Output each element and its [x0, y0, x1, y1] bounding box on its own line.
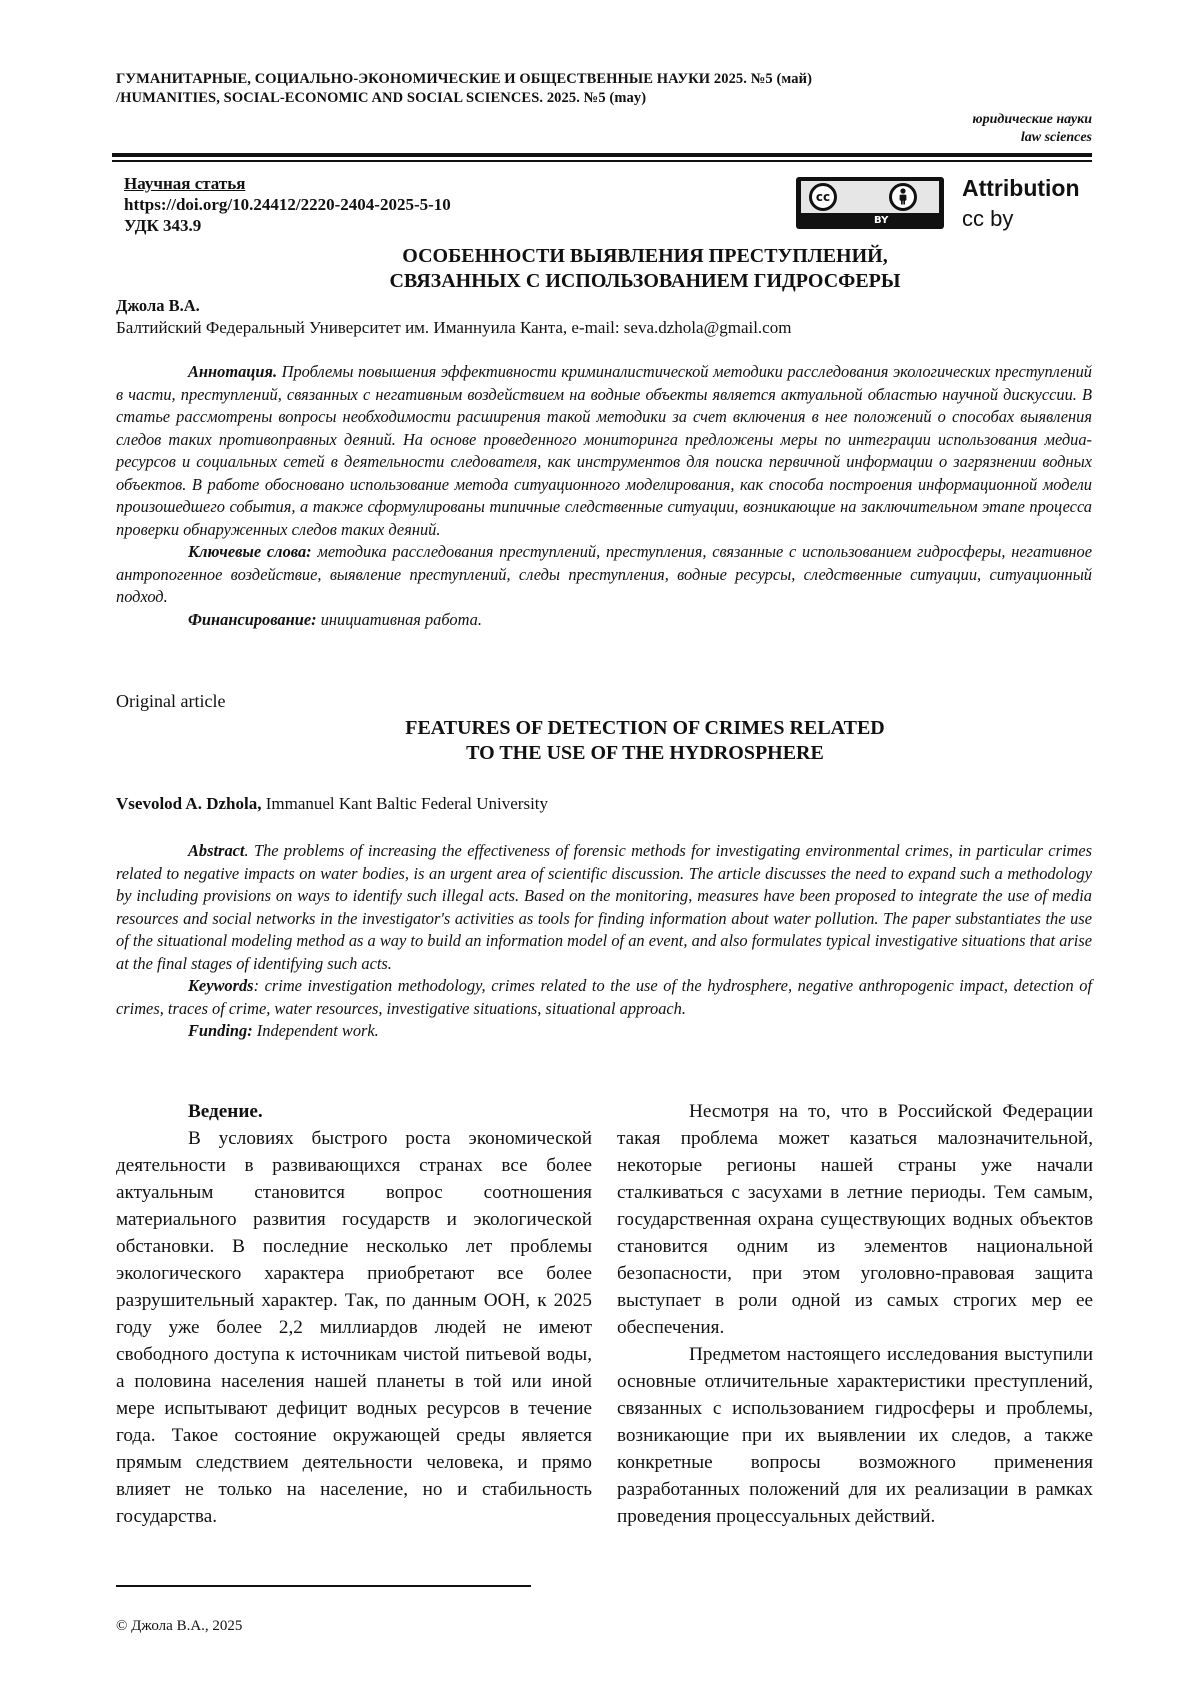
title-ru-line2: СВЯЗАННЫХ С ИСПОЛЬЗОВАНИЕМ ГИДРОСФЕРЫ: [389, 270, 901, 292]
license-attribution: Attribution: [962, 175, 1080, 201]
funding-ru-label: Финансирование:: [188, 609, 317, 629]
copyright-notice: © Джола В.А., 2025: [116, 1618, 243, 1634]
funding-en-label: Funding:: [188, 1021, 253, 1040]
abstract-en-label: Abstract: [188, 841, 245, 860]
section-heading: Ведение.: [188, 1101, 263, 1122]
abstract-ru-text: Проблемы повышения эффективности криминалистической методики расследования экологических преступлений в части, преступлений, связанных с негативным воздействием на водные объекты является актуальной областью научной дискуссии. В статье рассмотрены вопросы необходимости расширения такой методики за счет включения в нее положений о способах выявления следов таких противоправных деяний. На основе проведенного мониторинга предложены меры по интеграции использования медиа-ресурсов и социальных сетей в деятельности следователя, как инструментов для поиска первичной информации о загрязнении водных объектов. В работе обосновано использование метода ситуационного моделирования, как способа построения информационной модели произошедшего события, а также сформулированы типичные следственные ситуации, возникающие на заключительном этапе процесса проверки обнаруженных следов таких деяний.: [116, 362, 1092, 539]
cc-icon: cc: [809, 183, 837, 211]
cc-by-badge[interactable]: [796, 177, 944, 229]
title-en-line2: TO THE USE OF THE HYDROSPHERE: [466, 742, 824, 764]
cc-badge-top: [801, 181, 939, 213]
funding-ru-text: инициативная работа.: [316, 609, 482, 629]
funding-ru: [116, 609, 1092, 632]
abstract-en: [116, 840, 1092, 975]
article-meta: [124, 173, 451, 236]
funding-en-text: Independent work.: [252, 1021, 379, 1040]
keywords-ru: [116, 541, 1092, 609]
affiliation-ru: Балтийский Федеральный Университет им. Иманнуила Канта, e-mail: seva.dzhola@gmail.com: [116, 318, 792, 337]
abstract-ru: [116, 361, 1092, 541]
keywords-ru-text: методика расследования преступлений, преступления, связанные с использованием гидросферы, негативное антропогенное воздействие, выявление преступлений, следы преступления, водные ресурсы, следственные ситуации, ситуационный подход.: [116, 542, 1092, 606]
body-column-left: [116, 1098, 592, 1530]
author-ru: Джола В.А.: [116, 296, 200, 315]
abstract-en-text: . The problems of increasing the effectiveness of forensic methods for investigating environmental crimes, in particular crimes related to negative impacts on water bodies, is an urgent area of scientific discussion. The article discusses the need to expand such a methodology by including provisions on ways to identify such illegal acts. Based on the monitoring, measures have been proposed to integrate the use of media resources and social networks in the investigator's activities as tools for finding information about water pollution. The paper substantiates the use of the situational modeling method as a way to build an information model of an event, and also formulates typical investigative situations that arise at the final stages of identifying such acts.: [116, 841, 1092, 973]
title-ru-line1: ОСОБЕННОСТИ ВЫЯВЛЕНИЯ ПРЕСТУПЛЕНИЙ,: [402, 245, 888, 267]
header-rule-thick: [112, 153, 1092, 157]
author-en-affiliation: Immanuel Kant Baltic Federal University: [261, 794, 549, 813]
abstract-en-block: [116, 840, 1092, 1043]
funding-en: [116, 1020, 1092, 1043]
title-ru: [120, 244, 1170, 294]
udc-code: УДК 343.9: [124, 216, 202, 235]
by-label: BY: [874, 215, 889, 226]
section-ru: юридические науки: [972, 112, 1092, 127]
keywords-en-label: Keywords: [188, 976, 254, 995]
keywords-en: [116, 975, 1092, 1020]
body-paragraph-intro: В условиях быстрого роста экономической деятельности в развивающихся странах все более актуальным становится вопрос соотношения материального развития государств и экологической обстановки. В последние несколько лет проблемы экологического характера приобретают все более разрушительный характер. Так, по данным ООН, к 2025 году уже более 2,2 миллиардов людей не имеют свободного доступа к источникам чистой питьевой воды, а половина населения нашей планеты в той или иной мере испытывают дефицит водных ресурсов в течение года. Такое состояние окружающей среды является прямым следствием деятельности человека, и прямо влияет не только на население, но и стабильность государства.: [116, 1128, 592, 1527]
section-en: law sciences: [1020, 130, 1092, 145]
doi-link[interactable]: https://doi.org/10.24412/2220-2404-2025-5-10: [124, 195, 451, 214]
journal-title-ru: ГУМАНИТАРНЫЕ, СОЦИАЛЬНО-ЭКОНОМИЧЕСКИЕ И ОБЩЕСТВЕННЫЕ НАУКИ 2025. №5 (май): [116, 71, 813, 87]
footnote-rule: [116, 1585, 531, 1587]
attribution-person-icon: [889, 183, 917, 211]
keywords-en-text: : crime investigation methodology, crimes related to the use of the hydrosphere, negative anthropogenic impact, detection of crimes, traces of crime, water resources, investigative situations, situational approach.: [116, 976, 1092, 1018]
article-type-en: Original article: [116, 691, 226, 711]
keywords-ru-label: Ключевые слова:: [188, 542, 312, 561]
journal-header: [116, 70, 1076, 108]
section-label: [972, 111, 1092, 147]
title-en: [120, 716, 1170, 766]
header-rule-thin: [112, 160, 1092, 162]
author-en: [116, 793, 548, 815]
body-paragraph-3: Предметом настоящего исследования выступили основные отличительные характеристики преступлений, связанных с использованием гидросферы и проблемы, возникающие при их выявлении их следов, а также конкретные вопросы возможного применения разработанных положений для их реализации в рамках проведения процессуальных действий.: [617, 1344, 1093, 1527]
abstract-ru-block: [116, 361, 1092, 631]
author-en-name: Vsevolod A. Dzhola,: [116, 794, 262, 813]
body-column-right: [617, 1098, 1093, 1530]
body-paragraph-2: Несмотря на то, что в Российской Федерации такая проблема может казаться малозначительной, некоторые регионы нашей страны уже начали сталкиваться с засухами в летние периоды. Тем самым, государственная охрана существующих водных объектов становится одним из элементов национальной безопасности, при этом уголовно-правовая защита выступает в роли одной из самых строгих мер ее обеспечения.: [617, 1101, 1093, 1338]
title-en-line1: FEATURES OF DETECTION OF CRIMES RELATED: [405, 717, 885, 739]
license-cc-by: cc by: [962, 206, 1014, 231]
journal-title-en: /HUMANITIES, SOCIAL-ECONOMIC AND SOCIAL SCIENCES. 2025. №5 (may): [116, 90, 647, 106]
abstract-ru-label: Аннотация.: [188, 362, 278, 381]
article-type-ru: Научная статья: [124, 174, 246, 193]
